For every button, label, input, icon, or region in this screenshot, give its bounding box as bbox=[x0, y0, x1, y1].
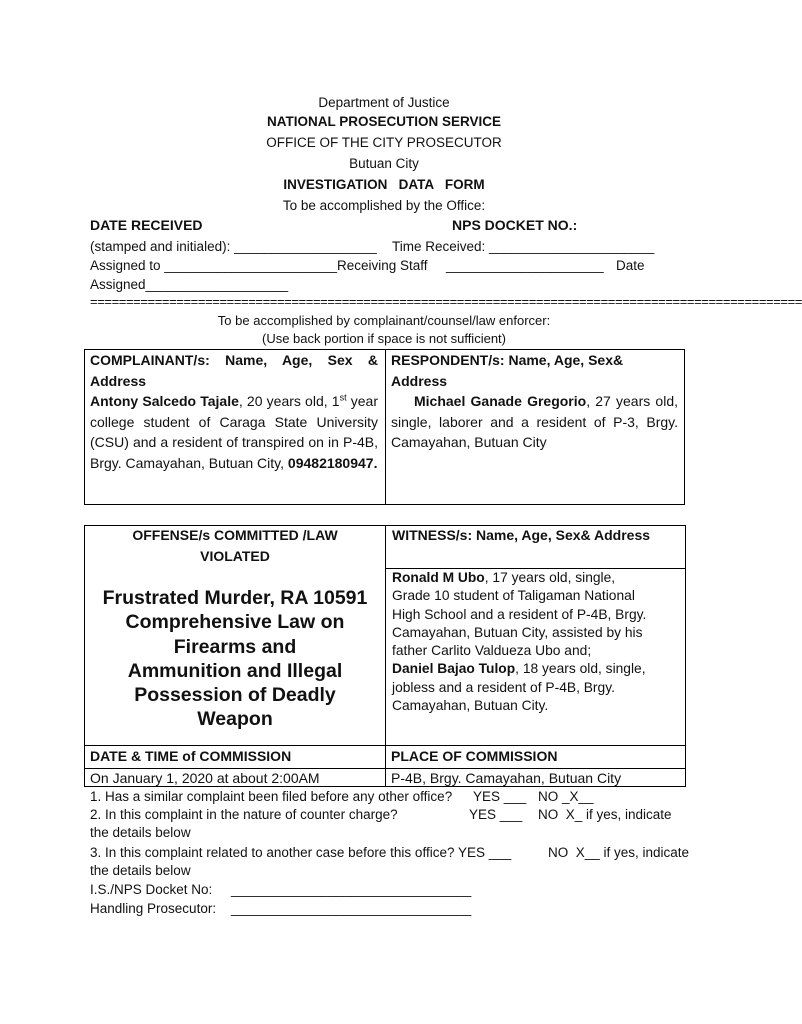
date-label: Date bbox=[616, 258, 645, 273]
respondent-name: Michael Ganade Gregorio bbox=[414, 393, 587, 409]
question-2: 2. In this complaint in the nature of counter charge? bbox=[90, 807, 398, 822]
offense-header: OFFENSE/s COMMITTED /LAW VIOLATED bbox=[132, 527, 338, 564]
question-1: 1. Has a similar complaint been filed before any other office? bbox=[90, 789, 453, 804]
complainant-header: COMPLAINANT/s: Name, Age, Sex & Address bbox=[90, 352, 378, 389]
q2-yes[interactable]: YES ___ bbox=[469, 807, 523, 822]
space-note: (Use back portion if space is not sufficient) bbox=[262, 331, 506, 346]
time-received-field[interactable]: Time Received: ______________________ bbox=[392, 239, 655, 254]
form-title: INVESTIGATION DATA FORM bbox=[283, 177, 485, 192]
offense-text: Frustrated Murder, RA 10591 Comprehensive Law on Firearms and Ammunition and Illegal Possession of Deadly Weapon bbox=[102, 587, 368, 731]
date-assigned-field[interactable]: Assigned___________________ bbox=[90, 277, 289, 292]
question-3: 3. In this complaint related to another case before this office? YES ___ bbox=[90, 845, 512, 860]
nps-docket-label: NPS DOCKET NO.: bbox=[452, 217, 578, 233]
city-title: Butuan City bbox=[349, 156, 419, 171]
complainant-phone: 09482180947. bbox=[287, 454, 378, 471]
date-commission-value: On January 1, 2020 at about 2:00AM bbox=[90, 770, 320, 786]
docket-input-line[interactable]: ________________________________ bbox=[231, 882, 472, 897]
place-commission-value: P-4B, Brgy. Camayahan, Butuan City bbox=[391, 770, 622, 786]
prosecutor-input-line[interactable]: ________________________________ bbox=[231, 901, 472, 916]
divider-line: =================================================================================================== bbox=[90, 294, 802, 309]
place-commission-header: PLACE OF COMMISSION bbox=[391, 748, 558, 764]
office-note: To be accomplished by the Office: bbox=[282, 198, 486, 213]
q3-no[interactable]: NO X__ if yes, indicate bbox=[548, 845, 690, 860]
stamped-field[interactable]: (stamped and initialed): ___________________ bbox=[90, 239, 377, 254]
complainant-note: To be accomplished by complainant/counsel/law enforcer: bbox=[217, 313, 551, 328]
witness2-name: Daniel Bajao Tulop bbox=[392, 661, 516, 677]
witness-header: WITNESS/s: Name, Age, Sex& Address bbox=[392, 527, 651, 543]
q2-no[interactable]: NO X_ if yes, indicate bbox=[538, 807, 672, 822]
dept-title: Department of Justice bbox=[318, 95, 450, 110]
q1-no[interactable]: NO _X__ bbox=[538, 789, 594, 804]
respondent-details: Michael Ganade Gregorio, 27 years old, single, laborer and a resident of P-3, Brgy. Camayahan, Butuan City bbox=[391, 393, 678, 450]
complainant-name: Antony Salcedo Tajale bbox=[90, 393, 239, 409]
receiving-staff-field[interactable]: _____________________ bbox=[446, 258, 604, 273]
witness1-name: Ronald M Ubo bbox=[392, 570, 485, 585]
respondent-header: RESPONDENT/s: Name, Age, Sex& Address bbox=[391, 352, 624, 389]
witness-details: Ronald M Ubo, 17 years old, single, Grade 10 student of Taligaman National High School and a resident of P-4B, Brgy. Camayahan, Butuan City, assisted by his father Carlito Valdueza Ubo and; Daniel Bajao Tulop, 18 years old, single, jobless and a resident of P-4B, Brgy. Camayahan, Butuan City. bbox=[392, 570, 647, 714]
question-3-cont: the details below bbox=[90, 863, 191, 878]
assigned-to-field[interactable]: Assigned to _______________________Receiving Staff bbox=[90, 258, 428, 273]
question-2-cont: the details below bbox=[90, 825, 191, 840]
q1-yes[interactable]: YES ___ bbox=[473, 789, 527, 804]
complainant-details: Antony Salcedo Tajale, 20 years old, 1st year college student of Caraga State University (CSU) and a resident of transpired on in P-4B, Brgy. Camayahan, Butuan City, 09482180947. bbox=[90, 392, 378, 471]
date-commission-header: DATE & TIME of COMMISSION bbox=[90, 748, 292, 764]
service-title: NATIONAL PROSECUTION SERVICE bbox=[266, 114, 502, 129]
date-received-label: DATE RECEIVED bbox=[90, 217, 203, 233]
prosecutor-label: Handling Prosecutor: bbox=[90, 901, 217, 916]
docket-label: I.S./NPS Docket No: bbox=[90, 882, 213, 897]
office-title: OFFICE OF THE CITY PROSECUTOR bbox=[266, 135, 502, 150]
